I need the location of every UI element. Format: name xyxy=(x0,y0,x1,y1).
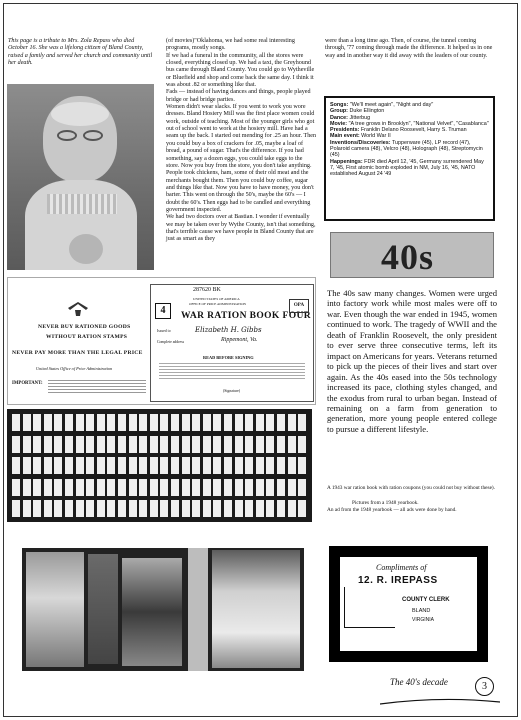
ration-coupon xyxy=(129,479,137,496)
ration-coupon xyxy=(160,414,168,431)
ration-coupon xyxy=(86,414,94,431)
ration-coupon xyxy=(139,500,147,517)
stamp-warning-1: NEVER BUY RATIONED GOODS xyxy=(38,324,131,330)
ration-coupon xyxy=(118,457,126,474)
book-fine-print xyxy=(159,363,305,379)
ration-coupon xyxy=(118,479,126,496)
book-number-box: 4 xyxy=(155,303,171,319)
ration-coupon xyxy=(107,436,115,453)
ration-coupon xyxy=(118,436,126,453)
ration-coupon xyxy=(203,457,211,474)
middle-column xyxy=(166,38,316,244)
ration-coupon xyxy=(97,436,105,453)
ration-coupon xyxy=(224,414,232,431)
issued-to-name: Elizabeth H. Gibbs xyxy=(195,326,262,334)
ration-coupon xyxy=(298,500,306,517)
ration-coupon xyxy=(107,479,115,496)
ration-coupon xyxy=(44,414,52,431)
ration-coupon xyxy=(277,414,285,431)
ad-card xyxy=(340,557,477,651)
stamp-fine-print xyxy=(48,380,146,394)
ration-coupon xyxy=(65,457,73,474)
ration-coupon xyxy=(54,457,62,474)
ration-coupon xyxy=(245,479,253,496)
ration-coupon xyxy=(86,500,94,517)
war-ration-book-image xyxy=(7,277,316,405)
ration-coupon xyxy=(235,457,243,474)
ration-coupon xyxy=(33,479,41,496)
ration-coupon xyxy=(256,479,264,496)
address-value: Rippemont, Va. xyxy=(221,337,258,343)
address-label: Complete address xyxy=(157,340,185,344)
fact-item: Group: Duke Ellington xyxy=(330,108,385,115)
ration-coupon xyxy=(23,414,31,431)
stamp-warning-2: WITHOUT RATION STAMPS xyxy=(46,334,128,340)
stamp-agency: United States Office of Price Administration xyxy=(36,366,113,371)
decade-facts-box xyxy=(324,96,495,221)
ration-coupon xyxy=(213,414,221,431)
ration-coupon xyxy=(288,457,296,474)
middle-paragraph: Women didn't wear slacks. If you went to work you wore dresses. Bland Hosiery Mill was the first place women could work, outside of teaching. Most of the younger girls who got out of school went to work at the hosiery mill. Have had a seam up the back. I started out mending for .25 an hour. Then you could buy a box of crackers for .05, maybe a loaf of bread, a pound of sugar. That's the difference. If you had something, say a dozen eggs, you could take eggs to the store. Now you buy from the store, you don't take anything. People took chickens, ham, some of their old meat and the merchants bought them. Then you could buy coffee, sugar and things like that. Now you have to have money, you don't barter. This went on through the 50's, maybe the 60's — I doubt the 60's. Then eggs had to be candled and everything government inspected. xyxy=(166,104,316,213)
ration-coupon xyxy=(277,457,285,474)
ration-coupon xyxy=(33,414,41,431)
ration-coupon xyxy=(86,457,94,474)
caption-yearbook-photos: Pictures from a 1948 yearbook. xyxy=(352,500,419,506)
ration-coupon xyxy=(245,457,253,474)
ad-line-4: BLAND xyxy=(412,608,431,614)
ration-coupon xyxy=(298,479,306,496)
ration-coupon xyxy=(266,414,274,431)
book-country: UNITED STATES OF AMERICA xyxy=(193,297,240,301)
fact-item: Inventions/Discoveries: Tupperware (45), LP record (47), Polaroid camera (48), Velcro (48), Holograph (48), Streptomycin (45) xyxy=(330,139,483,159)
ration-coupon xyxy=(224,457,232,474)
middle-paragraph: (of movies)"Oklahoma, we had some real interesting programs, mostly songs. xyxy=(166,38,295,52)
ration-coupon xyxy=(298,457,306,474)
ration-coupon xyxy=(97,479,105,496)
ration-coupon xyxy=(44,479,52,496)
ration-coupon xyxy=(277,436,285,453)
ration-coupon xyxy=(256,436,264,453)
ration-coupon xyxy=(33,457,41,474)
ration-coupon xyxy=(171,414,179,431)
ration-coupon xyxy=(44,436,52,453)
ration-coupon xyxy=(107,500,115,517)
ration-coupon xyxy=(23,500,31,517)
ration-coupon xyxy=(298,436,306,453)
middle-paragraph: If we had a funeral in the community, all the stores were closed, everything closed up. We had a taxi, the Greyhound bus came through Bland County. You could go to Wytheville or Bluefield and shop and come back the same day. I think it was about .82 or something like that. xyxy=(166,52,315,89)
caption-ration-book: A 1943 war ration book with ration coupons (you could not buy without these). xyxy=(327,485,496,491)
ration-coupon xyxy=(139,479,147,496)
ration-coupon xyxy=(245,436,253,453)
signature-label: (Signature) xyxy=(223,389,241,393)
ration-coupon xyxy=(12,457,20,474)
ration-coupon xyxy=(118,414,126,431)
yearbook-photo xyxy=(88,554,118,664)
ration-coupon xyxy=(12,479,20,496)
ration-coupon xyxy=(118,500,126,517)
caption-ad-note: An ad from the 1948 yearbook — all ads were done by hand. xyxy=(327,507,457,513)
decade-badge xyxy=(330,232,494,278)
yearbook-photos-collage xyxy=(22,548,304,671)
ad-line-2: 12. R. IREPASS xyxy=(358,575,438,586)
ad-line-1: Compliments of xyxy=(376,563,427,572)
ration-coupon xyxy=(213,436,221,453)
ration-coupon xyxy=(65,414,73,431)
ration-coupon xyxy=(213,479,221,496)
book-serial: 287620 BK xyxy=(193,287,221,293)
ration-coupon xyxy=(160,457,168,474)
ration-coupon xyxy=(171,457,179,474)
ration-coupon xyxy=(182,500,190,517)
ration-coupon xyxy=(139,436,147,453)
decade-badge-text: 40s xyxy=(381,237,435,277)
ration-coupon xyxy=(33,500,41,517)
ration-coupon xyxy=(97,414,105,431)
ration-coupon xyxy=(129,414,137,431)
clerk-advertisement xyxy=(329,546,488,662)
ration-coupon xyxy=(139,414,147,431)
ration-coupon xyxy=(97,500,105,517)
book-office: OFFICE OF PRICE ADMINISTRATION xyxy=(189,302,246,306)
ration-coupon xyxy=(65,436,73,453)
ration-coupon xyxy=(171,436,179,453)
yearbook-photo xyxy=(122,558,182,666)
ration-coupon xyxy=(288,500,296,517)
fact-item: Songs: "We'll meet again", "Night and day" xyxy=(330,102,434,108)
ration-coupon xyxy=(54,479,62,496)
ration-coupon xyxy=(23,479,31,496)
fact-item: Presidents: Franklin Delano Roosevelt, Harry S. Truman xyxy=(330,127,467,134)
ration-coupon xyxy=(129,436,137,453)
ration-coupon xyxy=(235,436,243,453)
tribute-text: This page is a tribute to Mrs. Zola Repass who died October 16. She was a lifelong citizen of Bland County, raised a family and served her church and community until her death. xyxy=(8,38,153,67)
book-title: WAR RATION BOOK FOUR xyxy=(181,311,312,321)
ration-coupon xyxy=(192,457,200,474)
right-column-top: were than a long time ago. Then, of course, the tunnel coming through, '77 coming through made the difference. It helped us in one way and in another way it did away with the leaders of our county. xyxy=(325,38,493,59)
ration-coupon xyxy=(12,500,20,517)
ration-coupon xyxy=(192,414,200,431)
ration-coupon xyxy=(65,479,73,496)
ration-coupon xyxy=(224,500,232,517)
ration-book-cover xyxy=(150,284,314,402)
ration-coupon xyxy=(76,479,84,496)
ration-coupon xyxy=(23,457,31,474)
ration-coupon xyxy=(256,500,264,517)
ration-coupon xyxy=(298,414,306,431)
ration-coupon xyxy=(54,414,62,431)
ration-coupon xyxy=(150,457,158,474)
ration-coupon xyxy=(235,414,243,431)
ration-coupon xyxy=(97,457,105,474)
ration-coupon xyxy=(150,436,158,453)
ration-coupon xyxy=(245,500,253,517)
ration-coupon xyxy=(224,479,232,496)
ration-coupon xyxy=(266,457,274,474)
read-before-signing: READ BEFORE SIGNING xyxy=(203,355,254,360)
ration-coupon xyxy=(224,436,232,453)
ration-coupon xyxy=(76,436,84,453)
ration-coupon xyxy=(235,479,243,496)
yearbook-photo xyxy=(26,552,84,667)
ration-coupon xyxy=(44,457,52,474)
ration-coupon xyxy=(33,436,41,453)
ration-coupon xyxy=(256,457,264,474)
ad-line-5: VIRGINIA xyxy=(412,617,434,623)
ration-coupon xyxy=(266,479,274,496)
ration-coupon xyxy=(266,500,274,517)
ration-coupon xyxy=(277,500,285,517)
ration-coupon xyxy=(76,414,84,431)
ration-coupon xyxy=(107,414,115,431)
fact-item: Happenings: FDR died April 12, '45, Germany surrendered May 7, '45, First atomic bomb exploded in NM, July 16, '45, NATO established August 24 '49 xyxy=(330,158,484,178)
ration-coupon xyxy=(203,500,211,517)
fact-item: Main event: World War II xyxy=(330,133,391,140)
portrait-photo xyxy=(7,84,154,270)
ration-coupon xyxy=(245,414,253,431)
ration-coupon xyxy=(277,479,285,496)
ration-coupon xyxy=(288,436,296,453)
ration-coupons-image xyxy=(7,409,312,522)
ration-coupon xyxy=(288,414,296,431)
middle-paragraph: Fads — instead of having dances and things, people played bridge or had bridge parties. xyxy=(166,89,311,103)
ration-coupon xyxy=(160,436,168,453)
ration-coupon xyxy=(235,500,243,517)
ration-coupon xyxy=(203,479,211,496)
yearbook-photo xyxy=(188,548,208,671)
ration-coupon xyxy=(192,500,200,517)
ration-coupon xyxy=(182,457,190,474)
ration-coupon xyxy=(12,436,20,453)
page-number: 3 xyxy=(475,677,494,696)
ration-coupon xyxy=(54,436,62,453)
ration-coupon xyxy=(213,457,221,474)
ration-coupon xyxy=(65,500,73,517)
ad-frame-line xyxy=(344,587,395,628)
ration-coupon xyxy=(203,436,211,453)
middle-paragraph: We had two doctors over at Bastian. I wonder if eventually we may be taken over by Wythe County, isn't that something, that's terrible cause we have people in Bland County that are just as smart as they xyxy=(166,214,316,243)
ration-coupon xyxy=(86,479,94,496)
eagle-seal-icon xyxy=(66,302,90,316)
ration-coupon xyxy=(182,414,190,431)
ration-coupon xyxy=(150,500,158,517)
ration-coupon xyxy=(129,500,137,517)
ration-coupon xyxy=(288,479,296,496)
stamp-important-label: IMPORTANT: xyxy=(12,381,43,386)
ration-coupon xyxy=(182,436,190,453)
ration-coupon xyxy=(54,500,62,517)
ration-coupon xyxy=(256,414,264,431)
fact-item: Movie: "A tree grows in Brooklyn", "National Velvet", "Casablanca" xyxy=(330,120,489,127)
ration-coupon xyxy=(107,457,115,474)
ration-coupon xyxy=(171,479,179,496)
issued-to-label: Issued to xyxy=(157,329,171,333)
fact-item: Dance: Jitterbug xyxy=(330,114,371,121)
opa-badge: OPA xyxy=(289,299,309,313)
footer-decade: The 40's decade xyxy=(390,677,448,687)
ration-coupon xyxy=(203,414,211,431)
ration-coupon xyxy=(182,479,190,496)
ration-coupon xyxy=(44,500,52,517)
ration-coupon xyxy=(129,457,137,474)
ration-coupon xyxy=(266,436,274,453)
ration-coupon xyxy=(139,457,147,474)
ration-coupon xyxy=(23,436,31,453)
ration-coupon xyxy=(192,436,200,453)
main-article: The 40s saw many changes. Women were urged into factory work while most males were off to war. Even though the war ended in 1945, women continued to work. The tragedy of WWII and the death of Franklin Roosevelt, the only president to ever serve three consecutive terms, left its impact on Americans for years. Veterans returned to pick up the pieces of their lives and start over again. As the 40s eased into the 50s technology increased its pace, clothing styles changed, and the exodus from rural to urban began. Instead of remaining on a farm from generation to generation, more young people entered college to pursue a different lifestyle. xyxy=(327,288,497,434)
ration-coupon xyxy=(171,500,179,517)
ration-coupon xyxy=(150,479,158,496)
ration-coupon xyxy=(76,457,84,474)
ration-coupon xyxy=(213,500,221,517)
stamp-warning-3: NEVER PAY MORE THAN THE LEGAL PRICE xyxy=(12,350,143,356)
ration-coupon xyxy=(150,414,158,431)
ad-line-3: COUNTY CLERK xyxy=(402,597,450,603)
ration-coupon xyxy=(160,479,168,496)
yearbook-photo xyxy=(212,550,300,668)
ration-coupon xyxy=(12,414,20,431)
ration-coupon xyxy=(192,479,200,496)
ration-coupon xyxy=(76,500,84,517)
ration-coupon xyxy=(160,500,168,517)
ration-coupon xyxy=(86,436,94,453)
